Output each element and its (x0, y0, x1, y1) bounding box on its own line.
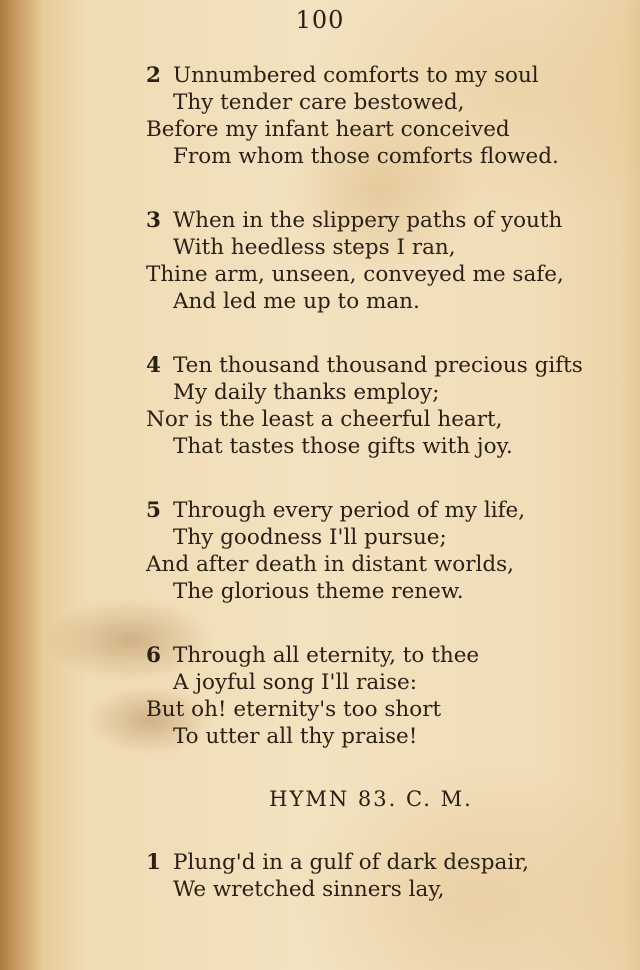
stanza-number: 2 (146, 63, 161, 88)
stanza-line: Thine arm, unseen, conveyed me safe, (146, 262, 564, 287)
stanza-line: 6 Through all eternity, to thee (146, 643, 480, 668)
stanza-6 (146, 642, 616, 750)
stanza-line: We wretched sinners lay, (173, 877, 445, 902)
page-number (0, 6, 510, 34)
stanza-2 (146, 62, 616, 170)
stanza-number: 5 (146, 498, 161, 523)
stanza-line: With heedless steps I ran, (173, 235, 456, 260)
stanza-line: And led me up to man. (173, 289, 420, 314)
page-spine-shadow (0, 0, 44, 970)
stanza-line: Nor is the least a cheerful heart, (146, 407, 503, 432)
stanza-line: And after death in distant worlds, (146, 552, 514, 577)
stanza-line: From whom those comforts flowed. (173, 144, 559, 169)
stanza-line: My daily thanks employ; (173, 380, 440, 405)
stanza-line: But oh! eternity's too short (146, 697, 442, 722)
stanza-line: A joyful song I'll raise: (173, 670, 418, 695)
stanza-line: 2 Unnumbered comforts to my soul (146, 63, 539, 88)
stanza-line: That tastes those gifts with joy. (173, 434, 513, 459)
hymn-text-block (146, 62, 616, 940)
stanza-number: 4 (146, 353, 161, 378)
stanza-line: Before my infant heart conceived (146, 117, 510, 142)
stanza-number: 6 (146, 643, 161, 668)
stanza-4 (146, 352, 616, 460)
stanza-5 (146, 497, 616, 605)
stanza-line: 4 Ten thousand thousand precious gifts (146, 353, 583, 378)
next-hymn-stanza-1 (146, 849, 616, 903)
page-number-text: 100 (295, 6, 345, 34)
stanza-number: 1 (146, 850, 161, 875)
stanza-line: 1 Plung'd in a gulf of dark despair, (146, 850, 529, 875)
stanza-line: 3 When in the slippery paths of youth (146, 208, 563, 233)
stanza-number: 3 (146, 208, 161, 233)
stanza-3 (146, 207, 616, 315)
hymn-heading: HYMN 83. C. M. (269, 787, 473, 811)
stanza-line: Thy tender care bestowed, (173, 90, 465, 115)
stanza-line: The glorious theme renew. (173, 579, 464, 604)
stanza-line: Thy goodness I'll pursue; (173, 525, 447, 550)
stanza-line: 5 Through every period of my life, (146, 498, 526, 523)
stanza-line: To utter all thy praise! (173, 724, 418, 749)
